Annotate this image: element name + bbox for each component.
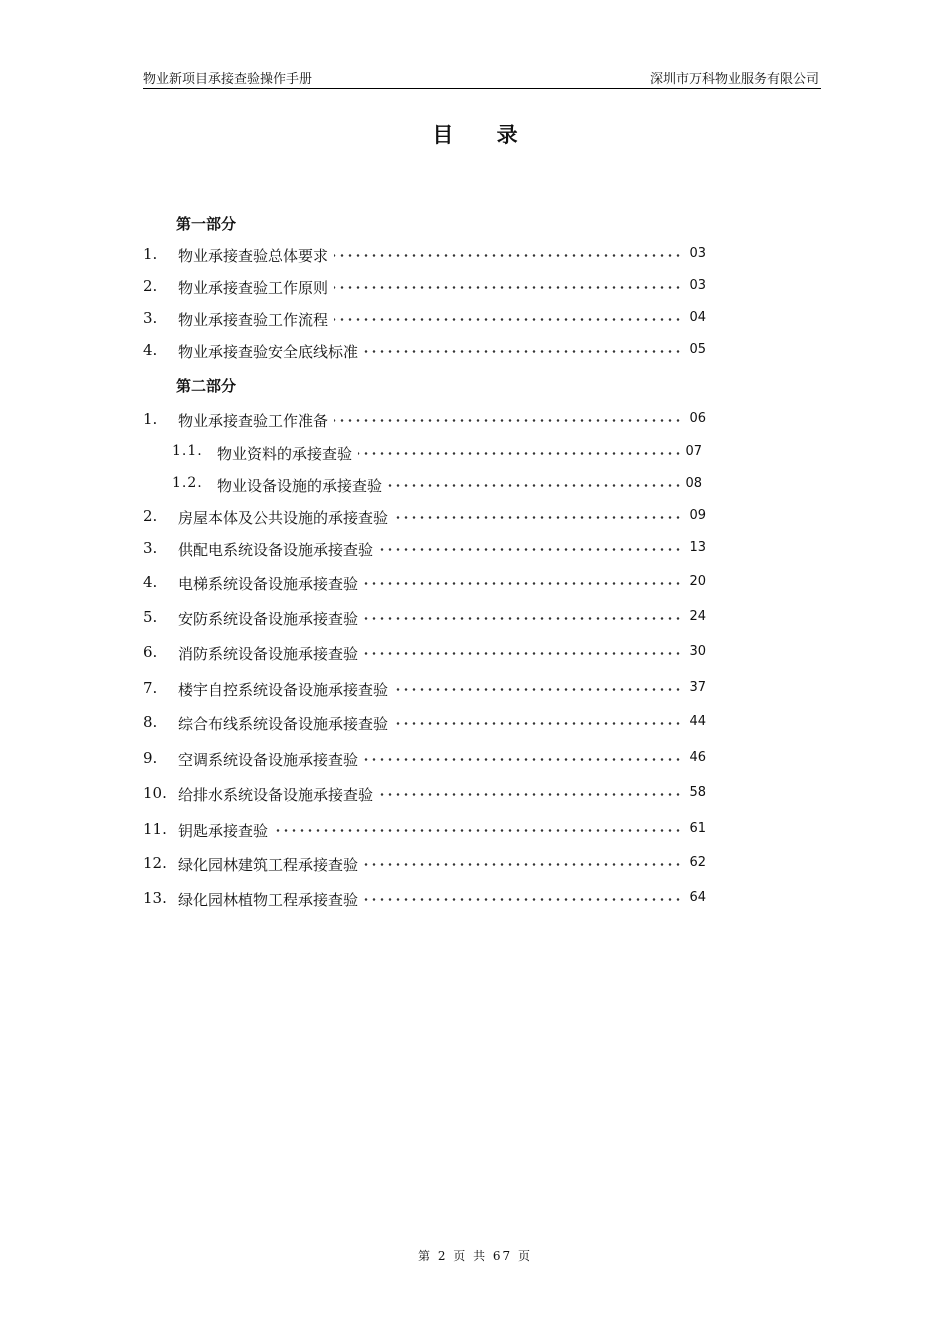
toc-leader-dots	[274, 829, 682, 832]
toc-entry-number: 5.	[143, 608, 158, 626]
toc-entry-label: 物业资料的承接查验	[217, 445, 353, 463]
toc-leader-dots	[394, 688, 682, 691]
toc-entry-number: 9.	[143, 749, 158, 767]
toc-entry-number: 1.	[143, 410, 158, 428]
toc-entry-page: 37	[689, 680, 706, 695]
toc-entry-number: 1.2.	[172, 475, 203, 491]
toc-entry[interactable]	[143, 277, 706, 301]
toc-leader-dots	[388, 484, 682, 487]
toc-entry[interactable]	[143, 820, 706, 844]
toc-entry-label: 物业承接查验工作准备	[178, 412, 329, 430]
toc-entry-page: 62	[689, 855, 706, 870]
toc-entry-label: 绿化园林植物工程承接查验	[178, 891, 359, 909]
toc-leader-dots	[364, 617, 682, 620]
toc-entry-page: 24	[689, 609, 706, 624]
header-company-name: 深圳市万科物业服务有限公司	[649, 72, 819, 87]
toc-entry-page: 07	[685, 444, 702, 459]
toc-leader-dots	[364, 350, 682, 353]
toc-entry[interactable]	[143, 749, 706, 773]
toc-leader-dots	[379, 793, 682, 796]
toc-entry-page: 44	[689, 714, 706, 729]
toc-entry-number: 11.	[143, 820, 167, 838]
page-header	[143, 66, 821, 89]
page-number-footer: 第 2 页 共 67 页	[418, 1249, 532, 1263]
toc-entry-label: 消防系统设备设施承接查验	[178, 645, 359, 663]
toc-entry-label: 楼宇自控系统设备设施承接查验	[178, 681, 389, 699]
toc-entry-page: 46	[689, 750, 706, 765]
toc-leader-dots	[334, 419, 682, 422]
toc-leader-dots	[394, 516, 682, 519]
toc-entry-number: 8.	[143, 713, 158, 731]
toc-entry-number: 1.1.	[172, 443, 203, 459]
toc-entry-page: 09	[689, 508, 706, 523]
toc-title: 目 录	[432, 122, 536, 147]
toc-entry-number: 3.	[143, 309, 158, 327]
toc-entry-page: 03	[689, 278, 706, 293]
toc-entry-number: 2.	[143, 277, 158, 295]
toc-entry-number: 10.	[143, 784, 167, 802]
toc-entry-page: 03	[689, 246, 706, 261]
toc-entry-number: 3.	[143, 539, 158, 557]
toc-entry[interactable]	[143, 507, 706, 531]
header-manual-title: 物业新项目承接查验操作手册	[143, 72, 313, 87]
toc-entry-label: 物业承接查验总体要求	[178, 247, 329, 265]
toc-entry-label: 物业承接查验工作原则	[178, 279, 329, 297]
toc-entry-number: 12.	[143, 854, 167, 872]
toc-entry[interactable]	[143, 245, 706, 269]
toc-entry[interactable]	[143, 679, 706, 703]
toc-subentry[interactable]	[143, 475, 706, 499]
toc-entry-label: 物业承接查验工作流程	[178, 311, 329, 329]
toc-entry[interactable]	[143, 643, 706, 667]
toc-entry[interactable]	[143, 608, 706, 632]
toc-entry-page: 05	[689, 342, 706, 357]
toc-entry-label: 供配电系统设备设施承接查验	[178, 541, 374, 559]
toc-leader-dots	[394, 722, 682, 725]
toc-entry-page: 64	[689, 890, 706, 905]
toc-entry[interactable]	[143, 573, 706, 597]
toc-leader-dots	[364, 582, 682, 585]
toc-entry-page: 61	[689, 821, 706, 836]
toc-leader-dots	[379, 548, 682, 551]
toc-entry-number: 4.	[143, 573, 158, 591]
toc-entry-label: 钥匙承接查验	[178, 822, 269, 840]
toc-entry-page: 30	[689, 644, 706, 659]
part2-heading: 第二部分	[176, 377, 237, 395]
toc-entry-label: 房屋本体及公共设施的承接查验	[178, 509, 389, 527]
toc-entry-number: 7.	[143, 679, 158, 697]
toc-entry-number: 4.	[143, 341, 158, 359]
toc-entry-page: 58	[689, 785, 706, 800]
toc-entry[interactable]	[143, 309, 706, 333]
toc-entry-page: 08	[685, 476, 702, 491]
toc-entry-number: 2.	[143, 507, 158, 525]
toc-leader-dots	[334, 254, 682, 257]
toc-entry[interactable]	[143, 341, 706, 365]
toc-entry-label: 综合布线系统设备设施承接查验	[178, 715, 389, 733]
toc-entry-label: 物业设备设施的承接查验	[217, 477, 383, 495]
toc-leader-dots	[334, 318, 682, 321]
toc-entry-label: 空调系统设备设施承接查验	[178, 751, 359, 769]
toc-leader-dots	[364, 898, 682, 901]
toc-entry-label: 电梯系统设备设施承接查验	[178, 575, 359, 593]
toc-subentry[interactable]	[143, 443, 706, 467]
part1-heading: 第一部分	[176, 215, 237, 233]
toc-entry-number: 13.	[143, 889, 167, 907]
toc-entry-label: 物业承接查验安全底线标准	[178, 343, 359, 361]
toc-entry[interactable]	[143, 410, 706, 434]
toc-entry[interactable]	[143, 889, 706, 913]
toc-leader-dots	[364, 652, 682, 655]
toc-leader-dots	[364, 863, 682, 866]
toc-entry-number: 1.	[143, 245, 158, 263]
toc-entry[interactable]	[143, 854, 706, 878]
toc-leader-dots	[364, 758, 682, 761]
toc-entry-label: 绿化园林建筑工程承接查验	[178, 856, 359, 874]
toc-entry[interactable]	[143, 539, 706, 563]
toc-entry-page: 04	[689, 310, 706, 325]
toc-entry-label: 安防系统设备设施承接查验	[178, 610, 359, 628]
toc-entry[interactable]	[143, 713, 706, 737]
toc-entry-page: 06	[689, 411, 706, 426]
toc-entry-page: 20	[689, 574, 706, 589]
toc-entry[interactable]	[143, 784, 706, 808]
toc-leader-dots	[334, 286, 682, 289]
toc-leader-dots	[358, 452, 682, 455]
toc-entry-label: 给排水系统设备设施承接查验	[178, 786, 374, 804]
toc-entry-number: 6.	[143, 643, 158, 661]
toc-entry-page: 13	[689, 540, 706, 555]
